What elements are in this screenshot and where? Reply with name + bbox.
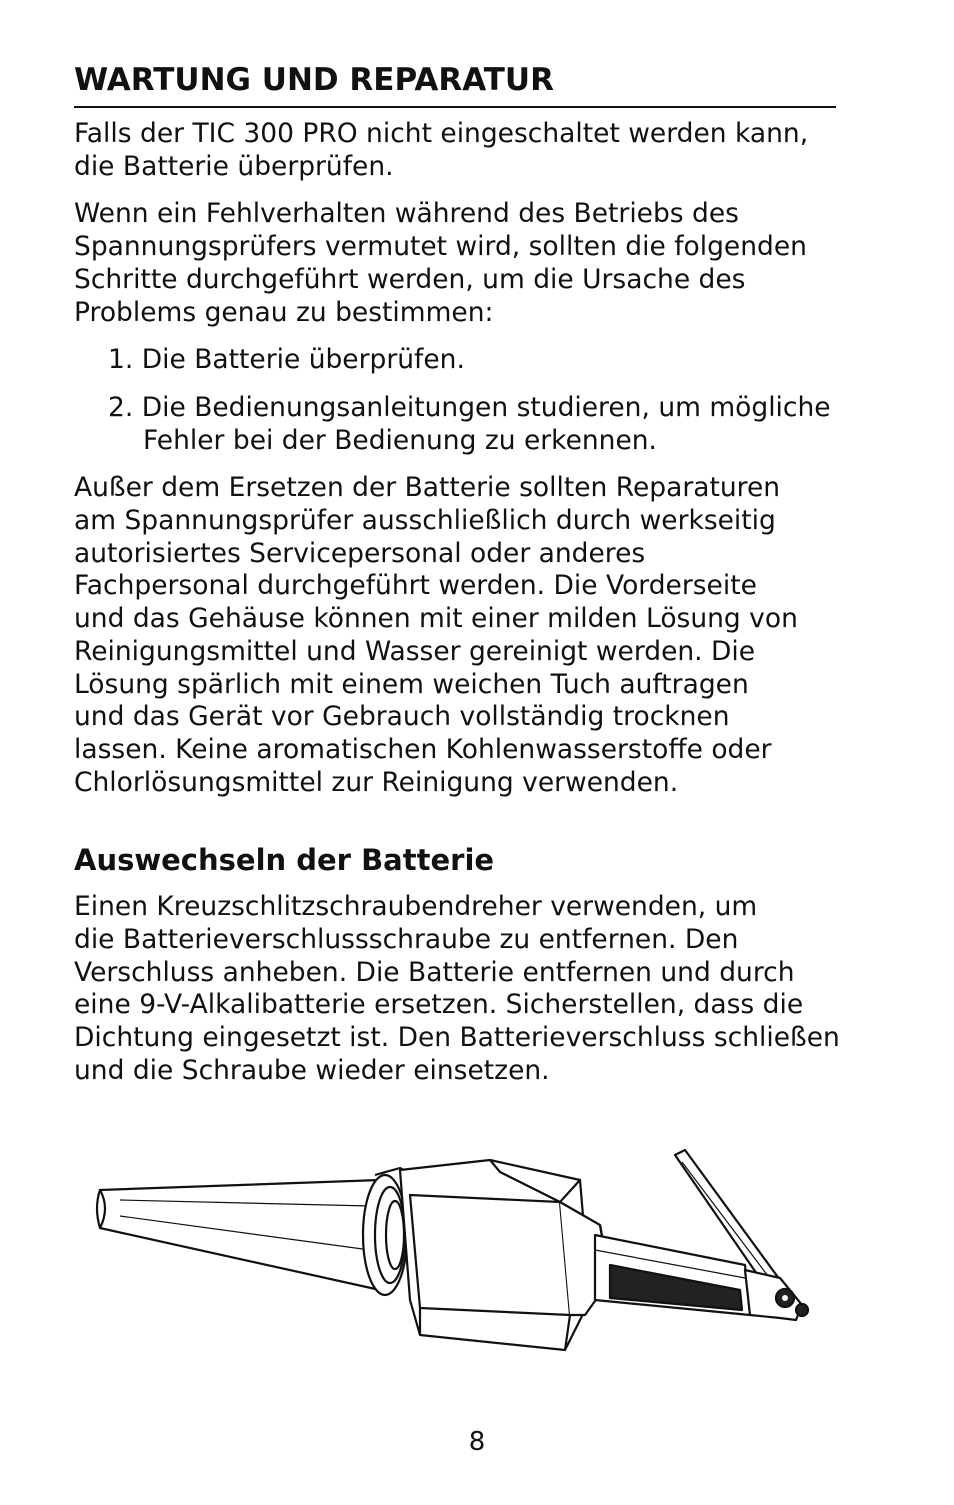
text-line: am Spannungsprüfer ausschließlich durch werkseitig <box>74 505 776 537</box>
text-line: Falls der TIC 300 PRO nicht eingeschaltet werden kann, <box>74 118 809 149</box>
text-line: die Batterie überprüfen. <box>74 150 394 182</box>
paragraph-repairs <box>74 472 836 799</box>
text-line: Wenn ein Fehlverhalten während des Betriebs des <box>74 198 739 230</box>
page-number: 8 <box>468 1427 486 1457</box>
text-line: lassen. Keine aromatischen Kohlenwasserstoffe oder <box>74 733 772 765</box>
text-line: und die Schraube wieder einsetzen. <box>74 1054 550 1086</box>
text-line: 2. Die Bedienungsanleitungen studieren, um mögliche <box>108 391 831 423</box>
text-line: Chlorlösungsmittel zur Reinigung verwenden. <box>74 766 679 798</box>
text-line: Dichtung eingesetzt ist. Den Batterieverschluss schließen <box>74 1022 840 1054</box>
text-line: die Batterieverschlussschraube zu entfernen. Den <box>74 924 739 956</box>
text-line: Schritte durchgeführt werden, um die Ursache des <box>74 263 746 295</box>
paragraph-battery-replacement <box>74 891 840 1087</box>
steps-list <box>74 344 836 457</box>
text-line: autorisiertes Servicepersonal oder anderes <box>74 537 646 569</box>
text-line: Verschluss anheben. Die Batterie entfernen und durch <box>74 956 795 988</box>
list-item <box>74 392 836 457</box>
text-line: Fachpersonal durchgeführt werden. Die Vorderseite <box>74 570 757 602</box>
text-line: Reinigungsmittel und Wasser gereinigt werden. Die <box>74 635 756 667</box>
paragraph-power-check <box>74 118 836 183</box>
voltage-tester-battery-illustration-icon <box>90 1140 820 1370</box>
text-line: Spannungsprüfers vermutet wird, sollten die folgenden <box>74 231 807 263</box>
text-line: Problems genau zu bestimmen: <box>74 296 494 328</box>
text-line: und das Gerät vor Gebrauch vollständig trocknen <box>74 701 730 733</box>
text-line: und das Gehäuse können mit einer milden Lösung von <box>74 603 798 635</box>
text-line: Fehler bei der Bedienung zu erkennen. <box>143 424 657 456</box>
text-line: Lösung spärlich mit einem weichen Tuch auftragen <box>74 668 749 700</box>
text-line: Außer dem Ersetzen der Batterie sollten Reparaturen <box>74 472 781 504</box>
section-title: WARTUNG UND REPARATUR <box>74 62 836 108</box>
text-line: Einen Kreuzschlitzschraubendreher verwenden, um <box>74 891 758 923</box>
battery-section-title: Auswechseln der Batterie <box>74 843 495 878</box>
text-line: eine 9-V-Alkalibatterie ersetzen. Sicherstellen, dass die <box>74 989 804 1021</box>
list-item <box>74 344 836 377</box>
manual-page <box>74 62 840 1088</box>
paragraph-malfunction <box>74 198 836 329</box>
text-line: 1. Die Batterie überprüfen. <box>108 344 465 376</box>
